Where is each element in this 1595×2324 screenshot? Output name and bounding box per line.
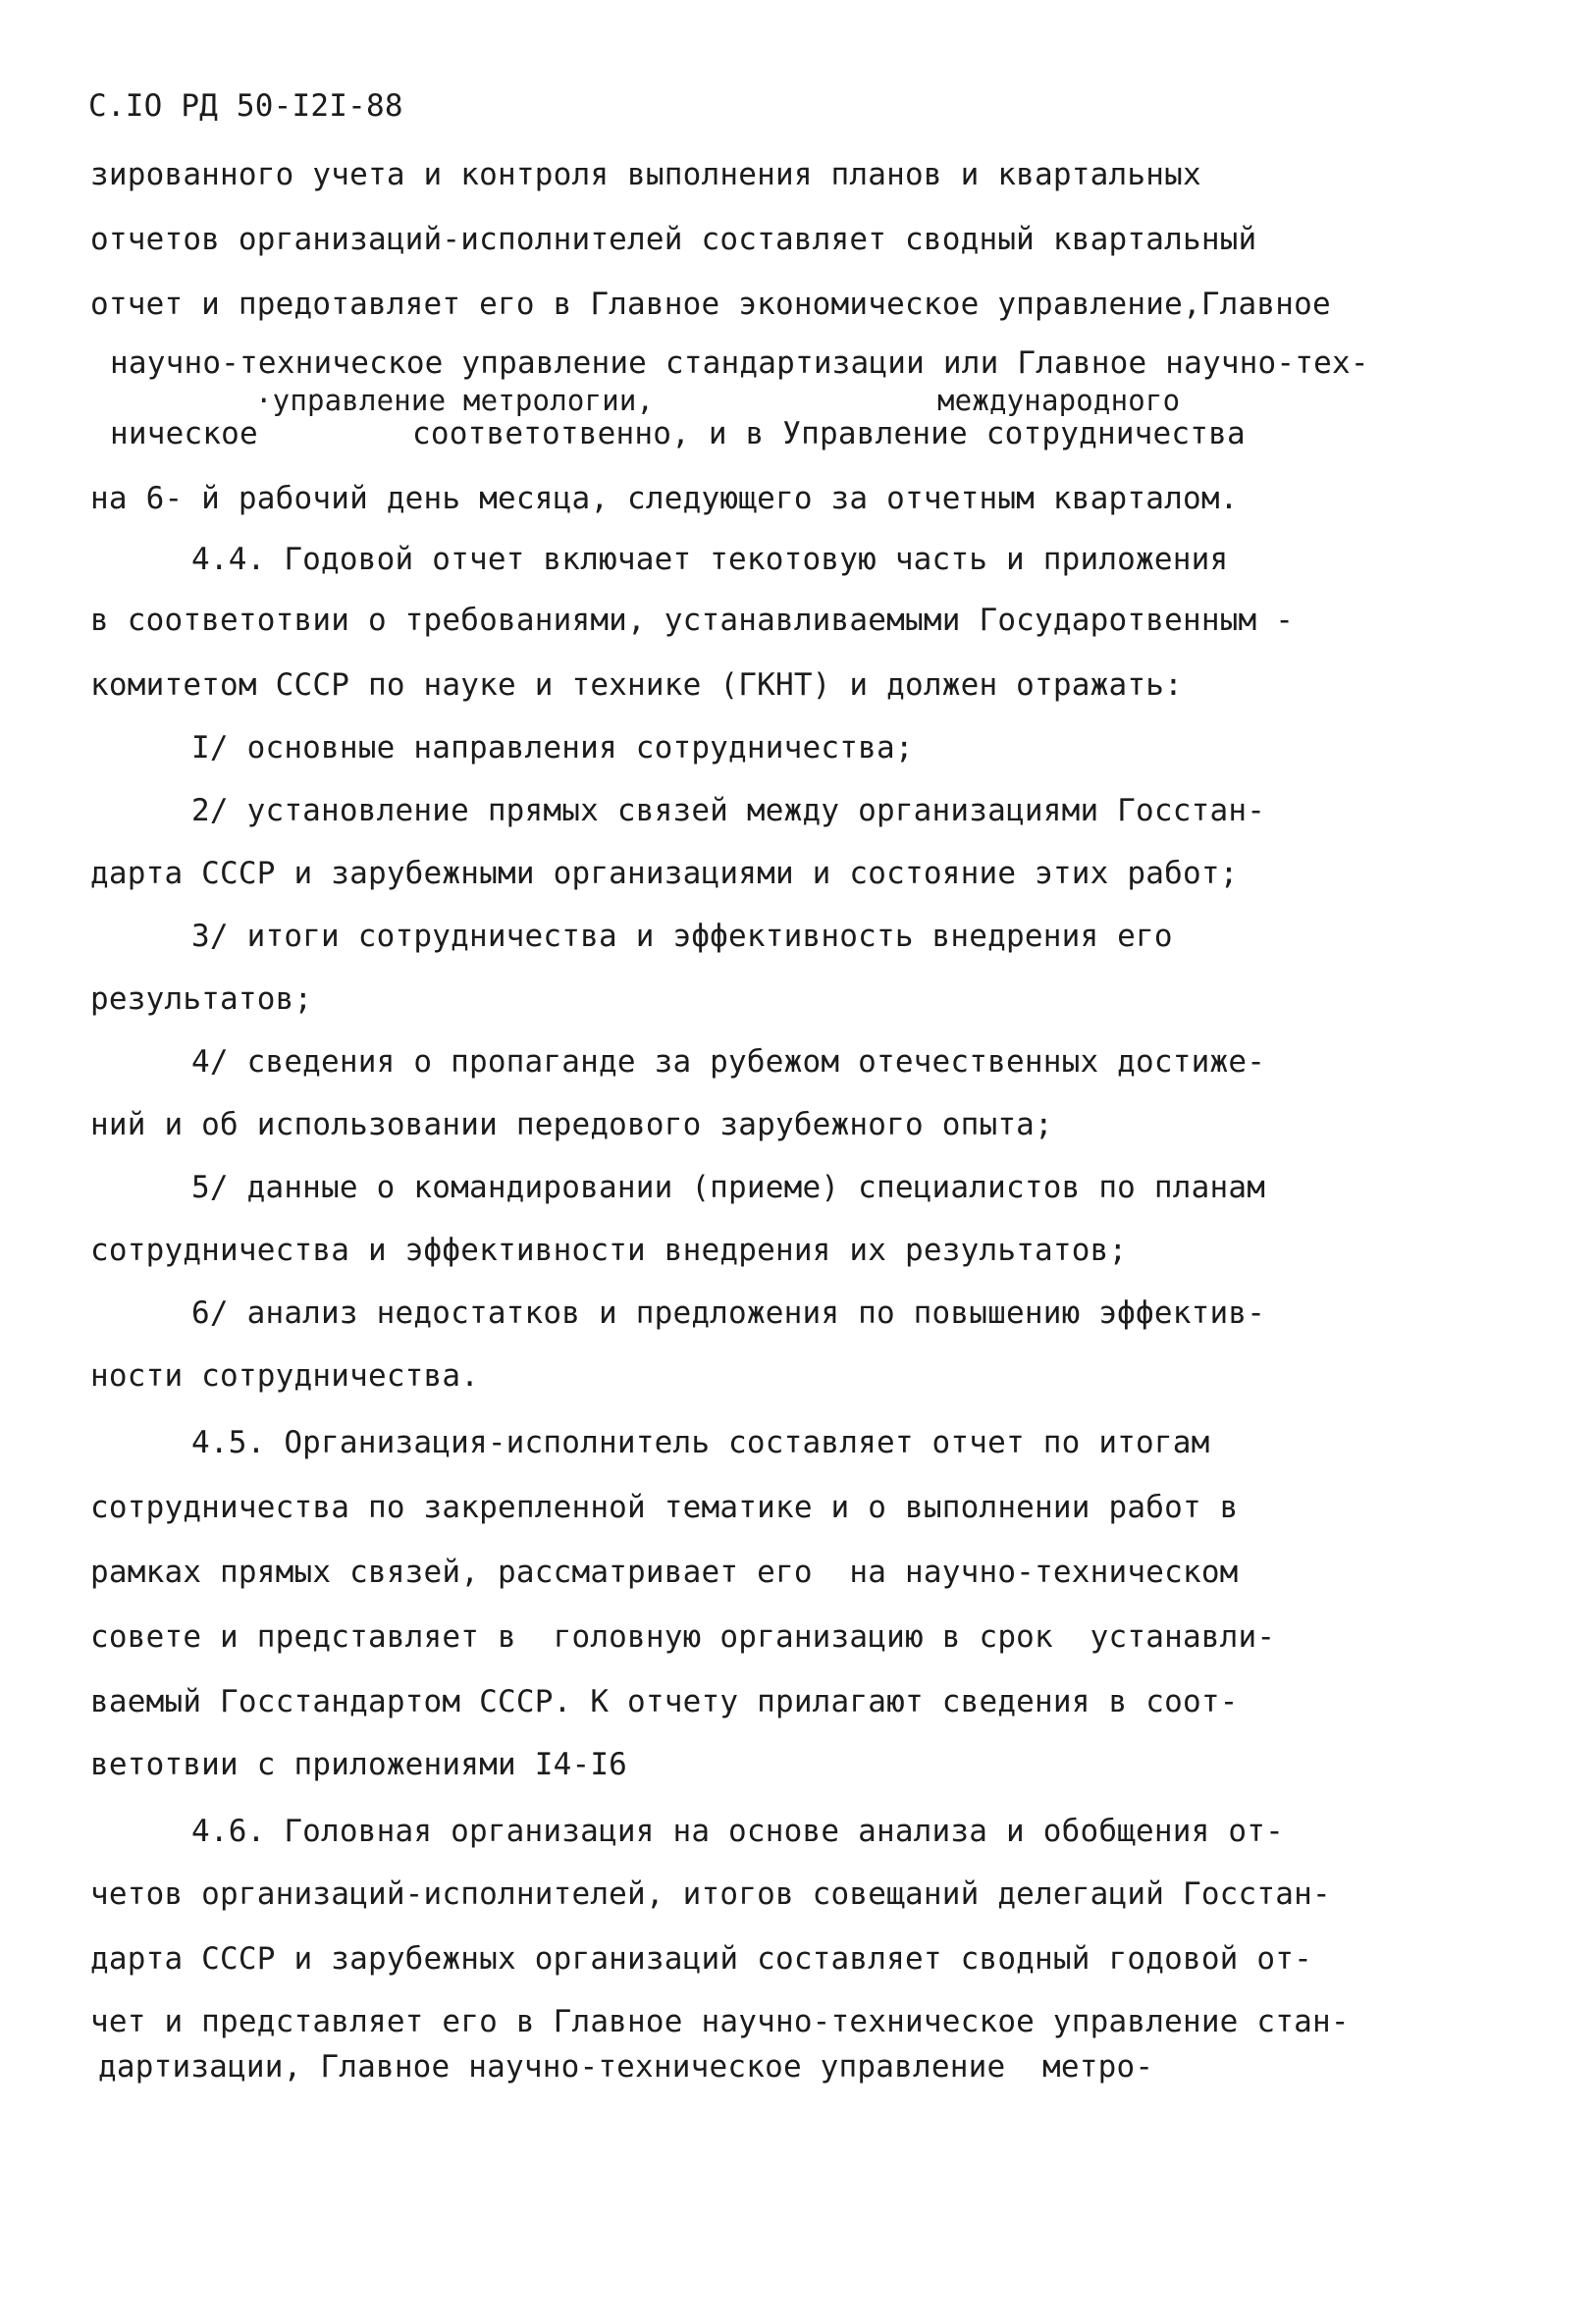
list-item-6: 6/ анализ недостатков и предложения по повышению эффектив- — [191, 1295, 1266, 1331]
text-line: ветотвии с приложениями I4-I6 — [90, 1747, 628, 1782]
text-line: ний и об использовании передового зарубежного опыта; — [90, 1107, 1053, 1142]
list-item-2: 2/ установление прямых связей между организациями Госстан- — [191, 793, 1266, 828]
page-header: С.IO РД 50-I2I-88 — [88, 88, 403, 124]
text-line: зированного учета и контроля выполнения планов и квартальных — [90, 157, 1201, 192]
text-line-insert: международного — [937, 384, 1181, 417]
list-item-1: I/ основные направления сотрудничества; — [191, 730, 914, 766]
paragraph-4-5-start: 4.5. Организация-исполнитель составляет отчет по итогам — [191, 1425, 1210, 1460]
paragraph-4-4-start: 4.4. Годовой отчет включает текотовую часть и приложения — [191, 542, 1229, 577]
text-line: сотрудничества по закрепленной тематике и о выполнении работ в — [90, 1490, 1239, 1525]
list-item-3: 3/ итоги сотрудничества и эффективность внедрения его — [191, 919, 1173, 954]
text-line: ности сотрудничества. — [90, 1358, 480, 1394]
text-line: отчет и предотавляет его в Главное экономическое управление,Главное — [90, 287, 1331, 322]
text-line: четов организаций-исполнителей, итогов совещаний делегаций Госстан- — [90, 1876, 1331, 1912]
text-line: дартизации, Главное научно-техническое управление метро- — [98, 2049, 1154, 2085]
text-line: комитетом СССР по науке и технике (ГКНТ) и должен отражать: — [90, 667, 1183, 703]
text-line: ваемый Госстандартом СССР. К отчету прилагают сведения в соот- — [90, 1684, 1239, 1719]
text-line: сотрудничества и эффективности внедрения их результатов; — [90, 1233, 1128, 1268]
text-line: результатов; — [90, 981, 313, 1017]
text-line: научно-техническое управление стандартизации или Главное научно-тех- — [110, 345, 1369, 381]
text-line: дарта СССР и зарубежных организаций составляет сводный годовой от- — [90, 1941, 1312, 1977]
list-item-5: 5/ данные о командировании (приеме) специалистов по планам — [191, 1170, 1266, 1205]
text-line: на 6- й рабочий день месяца, следующего за отчетным кварталом. — [90, 481, 1239, 516]
text-line: ническое — [110, 416, 258, 451]
text-line: рамках прямых связей, рассматривает его на научно-техническом — [90, 1555, 1239, 1590]
text-line: чет и представляет его в Главное научно-техническое управление стан- — [90, 2004, 1350, 2039]
text-line: совете и представляет в головную организацию в срок устанавли- — [90, 1619, 1276, 1655]
list-item-4: 4/ сведения о пропаганде за рубежом отечественных достиже- — [191, 1044, 1266, 1080]
text-line: соответотвенно, и в Управление сотрудничества — [412, 416, 1246, 451]
paragraph-4-6-start: 4.6. Головная организация на основе анализа и обобщения от- — [191, 1814, 1284, 1849]
text-line: дарта СССР и зарубежными организациями и состояние этих работ; — [90, 856, 1239, 891]
text-line: отчетов организаций-исполнителей составляет сводный квартальный — [90, 222, 1257, 257]
text-line-insert: ·управление метрологии, — [255, 384, 655, 417]
text-line: в соответотвии о требованиями, устанавливаемыми Государотвенным - — [90, 603, 1295, 638]
